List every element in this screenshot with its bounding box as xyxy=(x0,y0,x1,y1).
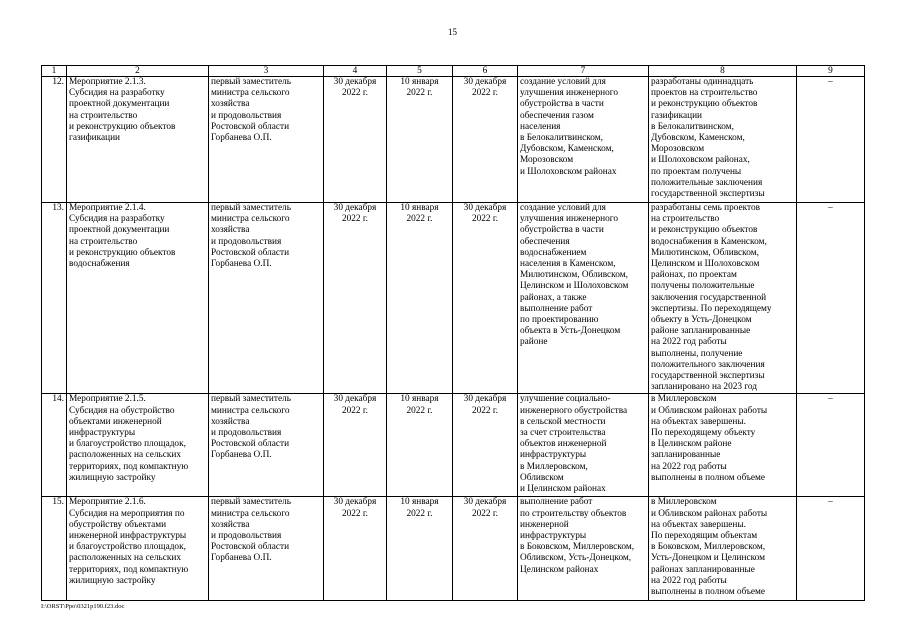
planned-date-cell: 30 декабря 2022 г. xyxy=(324,394,387,497)
actual-result-cell: разработаны одиннадцать проектов на строительство и реконструкцию объектов газификации в Белокалитвинском, Дубовском, Каменском, Морозовском и Шолоховском районах, по проектам получены положительные заключения государственной экспертизы xyxy=(649,77,797,203)
page-number: 15 xyxy=(448,27,457,37)
file-path-footer: I:\ORST\Ppo\0321p190.f23.doc xyxy=(41,603,125,610)
end-date-cell: 30 декабря 2022 г. xyxy=(453,497,518,601)
responsible-cell: первый заместитель министра сельского хозяйства и продовольствия Ростовской области Горбанева О.П. xyxy=(209,203,324,394)
end-date-cell: 30 декабря 2022 г. xyxy=(453,394,518,497)
responsible-cell: первый заместитель министра сельского хозяйства и продовольствия Ростовской области Горбанева О.П. xyxy=(209,77,324,203)
measure-cell: Мероприятие 2.1.6. Субсидия на мероприятия по обустройству объектами инженерной инфраструктуры и благоустройство площадок, расположенных на сельских территориях, под компактную жилищную застройку xyxy=(67,497,209,601)
reasons-cell: – xyxy=(797,77,865,203)
row-number: 12. xyxy=(42,77,67,203)
measure-cell: Мероприятие 2.1.5. Субсидия на обустройство объектами инженерной инфраструктуры и благоустройство площадок, расположенных на сельских территориях, под компактную жилищную застройку xyxy=(67,394,209,497)
planned-date-cell: 30 декабря 2022 г. xyxy=(324,77,387,203)
start-date-cell: 10 января 2022 г. xyxy=(387,497,453,601)
column-number: 4 xyxy=(324,66,387,77)
actual-result-cell: в Миллеровском и Обливском районах работы на объектах завершены. По переходящему объекту в Целинском районе запланированные на 2022 год работы выполнены в полном объеме xyxy=(649,394,797,497)
end-date-cell: 30 декабря 2022 г. xyxy=(453,203,518,394)
actual-result-cell: разработаны семь проектов на строительство и реконструкцию объектов водоснабжения в Каменском, Милютинском, Обливском, Целинском и Шолоховском районах, по проектам получены положительные заключения государственной экспертизы. По переходящему объекту в Усть-Донецком районе запланированные на 2022 год работы выполнены, получение положительного заключения государственной экспертизы запланировано на 2023 год xyxy=(649,203,797,394)
start-date-cell: 10 января 2022 г. xyxy=(387,394,453,497)
end-date-cell: 30 декабря 2022 г. xyxy=(453,77,518,203)
reasons-cell: – xyxy=(797,203,865,394)
expected-result-cell: создание условий для улучшения инженерного обустройства в части обеспечения газом населения в Белокалитвинском, Дубовском, Каменском, Морозовском и Шолоховском районах xyxy=(518,77,649,203)
table-row xyxy=(42,497,865,601)
column-number: 5 xyxy=(387,66,453,77)
column-number: 6 xyxy=(453,66,518,77)
column-number: 3 xyxy=(209,66,324,77)
reasons-cell: – xyxy=(797,394,865,497)
row-number: 15. xyxy=(42,497,67,601)
row-number: 13. xyxy=(42,203,67,394)
table-row xyxy=(42,203,865,394)
expected-result-cell: выполнение работ по строительству объектов инженерной инфраструктуры в Боковском, Миллеровском, Обливском, Усть-Донецком, Целинском районах xyxy=(518,497,649,601)
table-row xyxy=(42,394,865,497)
reasons-cell: – xyxy=(797,497,865,601)
expected-result-cell: улучшение социально- инженерного обустройства в сельской местности за счет строительства объектов инженерной инфраструктуры в Миллеровском, Обливском и Целинском районах xyxy=(518,394,649,497)
column-number: 1 xyxy=(42,66,67,77)
column-number: 2 xyxy=(67,66,209,77)
start-date-cell: 10 января 2022 г. xyxy=(387,203,453,394)
column-number: 7 xyxy=(518,66,649,77)
planned-date-cell: 30 декабря 2022 г. xyxy=(324,203,387,394)
start-date-cell: 10 января 2022 г. xyxy=(387,77,453,203)
table-row xyxy=(42,77,865,203)
actual-result-cell: в Миллеровском и Обливском районах работы на объектах завершены. По переходящим объектам в Боковском, Миллеровском, Усть-Донецком и Целинском районах запланированные на 2022 год работы выполнены в полном объеме xyxy=(649,497,797,601)
measure-cell: Мероприятие 2.1.3. Субсидия на разработку проектной документации на строительство и реконструкцию объектов газификации xyxy=(67,77,209,203)
column-number: 9 xyxy=(797,66,865,77)
column-number: 8 xyxy=(649,66,797,77)
measure-cell: Мероприятие 2.1.4. Субсидия на разработку проектной документации на строительство и реконструкцию объектов водоснабжения xyxy=(67,203,209,394)
planned-date-cell: 30 декабря 2022 г. xyxy=(324,497,387,601)
row-number: 14. xyxy=(42,394,67,497)
expected-result-cell: создание условий для улучшения инженерного обустройства в части обеспечения водоснабжением населения в Каменском, Милютинском, Обливском, Целинском и Шолоховском районах, а также выполнение работ по проектированию объекта в Усть-Донецком районе xyxy=(518,203,649,394)
report-table xyxy=(41,65,865,601)
responsible-cell: первый заместитель министра сельского хозяйства и продовольствия Ростовской области Горбанева О.П. xyxy=(209,497,324,601)
responsible-cell: первый заместитель министра сельского хозяйства и продовольствия Ростовской области Горбанева О.П. xyxy=(209,394,324,497)
column-number-header-row xyxy=(42,66,865,77)
